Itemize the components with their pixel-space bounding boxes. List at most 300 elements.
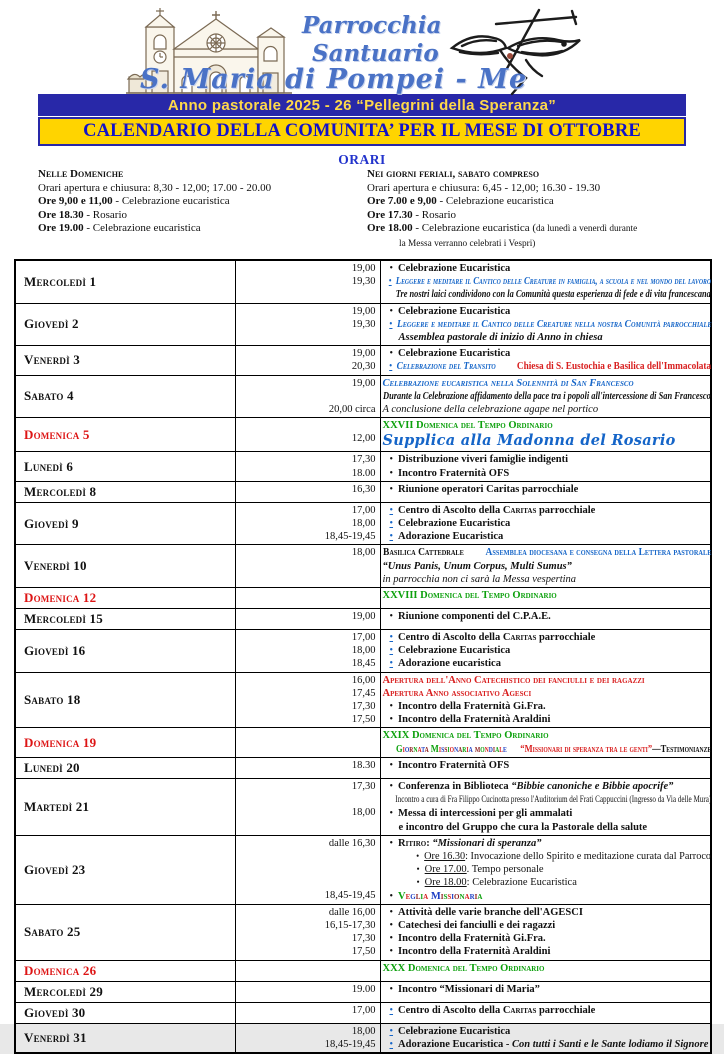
date-label: Domenica 19 <box>24 734 97 750</box>
text-segment: Apertura dell'Anno Catechistico dei fanciulli e dei ragazzi <box>382 674 645 686</box>
date-label: Mercoledì 29 <box>24 983 103 999</box>
text-segment: da lunedì a venerdì durante <box>536 224 638 234</box>
time-value: 17,30 <box>351 780 376 792</box>
events-cell <box>380 418 711 452</box>
bullet-icon: • <box>389 933 394 945</box>
event-line <box>383 262 711 275</box>
date-label: Mercoledì 1 <box>24 273 97 289</box>
text-segment: Celebrazione Eucaristica <box>398 263 511 274</box>
time-value <box>236 850 376 863</box>
bullet-icon: • <box>389 780 394 792</box>
time-value: 19,00 <box>351 611 376 623</box>
date-label: Giovedì 9 <box>24 515 79 531</box>
bullet-icon: • <box>389 518 394 530</box>
text-segment: Incontro della Fraternità Gi.Fra. <box>398 933 546 945</box>
event-line <box>383 331 711 344</box>
time-cell <box>235 502 380 545</box>
text-segment: Ore 7.00 e 9,00 <box>367 195 437 207</box>
events-cell <box>380 260 711 303</box>
event-line <box>383 890 711 903</box>
bullet-icon: • <box>389 906 394 918</box>
time-value: 18,45-19,45 <box>324 1038 376 1050</box>
text-segment: Adorazione Eucaristica <box>398 531 504 543</box>
bullet-icon: • <box>389 632 394 644</box>
date-cell <box>15 778 235 835</box>
events-cell <box>380 481 711 502</box>
bullet-icon: • <box>388 276 392 288</box>
text-segment: parrocchiale <box>536 1004 596 1016</box>
events-cell <box>380 778 711 835</box>
text-segment: Celebrazione Eucaristica <box>398 1025 511 1037</box>
time-cell <box>235 609 380 630</box>
text-segment: Caritas <box>502 632 537 644</box>
bullet-icon: • <box>415 850 419 861</box>
time-value: 18,00 <box>351 807 376 819</box>
banner-anno-pastorale: Anno pastorale 2025 - 26 “Pellegrini della Speranza” <box>38 94 686 116</box>
time-cell <box>235 303 380 346</box>
date-label: Sabato 18 <box>24 692 81 708</box>
time-value: 18,45-19,45 <box>324 531 376 543</box>
table-row <box>15 452 711 481</box>
text-segment: : Celebrazione Eucaristica <box>466 877 577 889</box>
text-segment: la Messa verranno celebrati i Vespri) <box>399 238 536 249</box>
date-label: Venerdì 31 <box>24 1029 87 1045</box>
calendar-table <box>14 259 712 1054</box>
text-segment: Ore 18.00 <box>424 877 467 889</box>
text-segment: Incontro Fraternità OFS <box>398 759 510 771</box>
text-segment: Conferenza in Biblioteca <box>398 780 512 792</box>
bullet-icon: • <box>389 946 394 958</box>
event-line <box>383 1038 711 1051</box>
events-cell <box>380 346 711 375</box>
table-row <box>15 375 711 418</box>
bullet-icon: • <box>388 361 392 373</box>
text-segment: Riunione operatori Caritas parrocchiale <box>398 483 579 495</box>
event-line <box>383 275 711 288</box>
events-cell <box>380 303 711 346</box>
events-cell <box>380 452 711 481</box>
time-value <box>236 390 376 403</box>
date-cell <box>15 981 235 1002</box>
text-segment: Ore 9,00 e 11,00 <box>38 195 113 207</box>
text-segment: - Celebrazione eucaristica ( <box>412 222 536 234</box>
bullet-icon: • <box>416 864 420 875</box>
header <box>0 0 724 94</box>
date-label: Giovedì 16 <box>24 642 86 658</box>
time-cell <box>235 728 380 757</box>
text-segment: Assemblea pastorale di inizio di Anno in chiesa <box>398 332 603 344</box>
time-value: 19,00 <box>351 348 376 360</box>
text-segment: Leggere e meditare il Cantico delle Creature in famiglia, a scuola e nel mondo del lavoro <box>395 276 711 288</box>
time-value: 18,45 <box>351 658 376 670</box>
events-cell <box>380 1023 711 1053</box>
time-value: 18,45-19,45 <box>324 890 376 902</box>
title-line-parrocchia: Parrocchia <box>302 12 442 39</box>
event-line <box>383 821 711 834</box>
date-cell <box>15 346 235 375</box>
time-value: 17,50 <box>351 714 376 726</box>
text-segment: Apertura Anno associativo Agesci <box>382 687 532 699</box>
banner-calendario: CALENDARIO DELLA COMUNITA’ PER IL MESE DI OTTOBRE <box>38 117 686 146</box>
events-cell <box>380 981 711 1002</box>
text-segment: Adorazione Eucaristica - <box>398 1038 513 1050</box>
bullet-icon: • <box>389 983 394 995</box>
orari-line <box>38 182 357 196</box>
time-cell <box>235 1002 380 1023</box>
table-row <box>15 609 711 630</box>
time-cell <box>235 835 380 904</box>
table-row <box>15 260 711 303</box>
time-value: 16,15-17,30 <box>324 919 376 931</box>
date-label: Mercoledì 15 <box>24 611 103 627</box>
table-row <box>15 981 711 1002</box>
time-value: 18.00 <box>351 467 376 479</box>
orari-line <box>38 168 357 182</box>
time-value: 19,00 <box>351 377 376 389</box>
event-line <box>383 657 711 670</box>
calendar-table-body <box>15 260 711 1053</box>
text-segment: . Tempo personale <box>466 864 544 876</box>
event-line <box>382 390 711 403</box>
orari-line <box>38 222 357 236</box>
time-value: 18.30 <box>351 759 376 771</box>
text-segment: “Unus Panis, Unum Corpus, Multi Sumus” <box>382 560 572 572</box>
table-row <box>15 672 711 728</box>
orari-section <box>38 168 686 251</box>
text-segment: XXX Domenica del Tempo Ordinario <box>382 962 545 974</box>
text-segment: Supplica alla Madonna del Rosario <box>382 432 676 450</box>
bullet-icon: • <box>389 504 394 516</box>
time-cell <box>235 260 380 303</box>
text-segment: Centro di Ascolto della <box>398 1004 503 1016</box>
event-line <box>383 483 711 496</box>
event-line <box>383 743 711 756</box>
events-cell <box>380 609 711 630</box>
bullet-icon: • <box>389 658 394 670</box>
time-cell <box>235 346 380 375</box>
table-row <box>15 960 711 981</box>
event-line <box>383 807 711 820</box>
text-segment: Distribuzione viveri famiglie indigenti <box>398 454 569 466</box>
date-cell <box>15 960 235 981</box>
table-row <box>15 1002 711 1023</box>
event-line <box>383 919 711 932</box>
event-line <box>383 700 711 713</box>
text-segment: Ore 18.30 <box>38 208 84 221</box>
event-line <box>383 305 711 318</box>
event-line <box>383 932 711 945</box>
text-segment: Giornata Missionaria mondiale <box>395 743 507 755</box>
time-value: 17,30 <box>351 933 376 945</box>
event-line <box>383 432 711 450</box>
table-row <box>15 778 711 835</box>
time-cell <box>235 418 380 452</box>
event-line <box>383 962 711 975</box>
time-value <box>236 793 376 806</box>
time-cell <box>235 630 380 673</box>
text-segment: Nei giorni feriali, sabato compreso <box>367 168 540 180</box>
orari-line <box>367 168 686 182</box>
text-segment: in parrocchia non ci sarà la Messa vespertina <box>382 573 577 585</box>
table-row <box>15 630 711 673</box>
time-cell <box>235 375 380 418</box>
bullet-icon: • <box>389 1025 394 1037</box>
text-segment: Celebrazione Eucaristica <box>398 305 511 317</box>
time-value: dalle 16,00 <box>328 906 376 918</box>
time-value: 16,30 <box>351 483 376 495</box>
event-line <box>383 318 712 331</box>
date-label: Domenica 5 <box>24 426 90 442</box>
time-value: 17,00 <box>351 1004 376 1016</box>
text-segment: Orari apertura e chiusura: 6,45 - 12,00; 16.30 - 19.30 <box>367 181 601 194</box>
text-segment: e incontro del Gruppo che cura la Pastorale della salute <box>398 821 648 833</box>
date-cell <box>15 1002 235 1023</box>
bullet-icon: • <box>389 714 394 726</box>
text-segment: A conclusione della celebrazione agape nel portico <box>382 404 599 416</box>
events-cell <box>380 502 711 545</box>
date-cell <box>15 375 235 418</box>
event-line <box>383 674 711 687</box>
text-segment: Incontro della Fraternità Araldini <box>398 946 551 958</box>
event-line <box>383 467 711 480</box>
bullet-icon: • <box>389 348 394 360</box>
text-segment: Centro di Ascolto della <box>398 504 503 516</box>
text-segment: Veglia Missionaria <box>398 890 483 902</box>
date-label: Domenica 26 <box>24 962 97 978</box>
time-value <box>236 876 376 889</box>
event-line <box>383 713 711 726</box>
text-segment: Celebrazione Eucaristica <box>398 645 511 657</box>
events-cell <box>380 1002 711 1023</box>
text-segment: Chiesa di S. Eustochia e Basilica dell'Immacolata <box>516 361 711 373</box>
bullet-icon: • <box>416 877 420 888</box>
time-value: 18,00 <box>351 645 376 657</box>
text-segment: Testimonianze <box>660 743 711 755</box>
bullet-icon: • <box>389 1004 394 1016</box>
text-segment: “Missionari di speranza tra le genti” <box>517 743 652 755</box>
bullet-icon: • <box>389 531 394 543</box>
time-value: 17,00 <box>351 504 376 516</box>
text-segment: Attività delle varie branche dell'AGESCI <box>398 906 583 918</box>
events-cell <box>380 835 711 904</box>
text-segment: XXVII Domenica del Tempo Ordinario <box>382 420 553 432</box>
date-label: Venerdì 3 <box>24 352 80 368</box>
table-row <box>15 757 711 778</box>
bullet-icon: • <box>389 759 394 771</box>
date-label: Domenica 12 <box>24 590 97 606</box>
title-line-santuario: Santuario <box>312 40 439 67</box>
text-segment: - Celebrazione eucaristica <box>436 195 554 207</box>
date-label: Mercoledì 8 <box>24 483 97 499</box>
time-cell <box>235 588 380 609</box>
text-segment: Nelle Domeniche <box>38 168 124 180</box>
event-line <box>383 403 711 416</box>
table-row <box>15 835 711 904</box>
time-value: 20,30 <box>351 361 376 373</box>
date-cell <box>15 728 235 757</box>
bullet-icon: • <box>389 808 394 820</box>
text-segment: : Invocazione dello Spirito e meditazione curata dal Parroco <box>464 850 711 862</box>
bullet-icon: • <box>389 919 394 931</box>
event-line <box>383 589 711 602</box>
orari-line <box>367 195 686 209</box>
events-cell <box>380 375 711 418</box>
time-value: 16,00 <box>351 674 376 686</box>
time-value: 19,00 <box>351 305 376 317</box>
orari-right-column <box>357 168 686 251</box>
time-cell <box>235 960 380 981</box>
text-segment: Celebrazione Eucaristica <box>398 348 511 360</box>
time-cell <box>235 481 380 502</box>
time-cell <box>235 904 380 960</box>
text-segment: Ritiro: <box>398 837 433 849</box>
time-value: 19,30 <box>351 318 376 330</box>
date-cell <box>15 502 235 545</box>
event-line <box>383 687 711 700</box>
bullet-icon: • <box>389 837 394 849</box>
date-cell <box>15 452 235 481</box>
date-cell <box>15 260 235 303</box>
text-segment: Caritas <box>502 1004 537 1016</box>
text-segment: Centro di Ascolto della <box>398 632 503 644</box>
table-row <box>15 418 711 452</box>
orari-line <box>367 222 686 237</box>
table-row <box>15 1023 711 1053</box>
event-line <box>383 1025 711 1038</box>
date-label: Sabato 4 <box>24 388 74 404</box>
text-segment: Ore 18.00 <box>367 222 413 234</box>
date-label: Giovedì 30 <box>24 1004 86 1020</box>
date-cell <box>15 418 235 452</box>
time-value: 17,45 <box>351 687 376 699</box>
events-cell <box>380 630 711 673</box>
text-segment: Celebrazione eucaristica nella Solennità di San Francesco <box>382 377 634 389</box>
text-segment: Messa di intercessioni per gli ammalati <box>398 808 573 820</box>
time-value: 20,00 circa <box>328 404 376 415</box>
bullet-icon: • <box>389 263 394 274</box>
text-segment: Catechesi dei fanciulli e dei ragazzi <box>398 919 556 931</box>
table-row <box>15 303 711 346</box>
time-cell <box>235 452 380 481</box>
text-segment: “Missionari di speranza” <box>432 837 542 849</box>
text-segment: Leggere e meditare il Cantico delle Creature nella nostra Comunità parrocchiale <box>396 318 712 330</box>
event-line <box>383 644 711 657</box>
text-segment: Durante la Celebrazione affidamento della pace tra i popoli all'intercessione di San Francesco <box>382 390 711 402</box>
event-line <box>383 453 711 466</box>
event-line <box>382 546 711 559</box>
orari-line <box>367 182 686 196</box>
event-line <box>383 573 711 586</box>
date-label: Giovedì 23 <box>24 861 86 877</box>
title-line-chiesa: S. Maria di Pompei - Me <box>140 64 528 95</box>
event-line <box>383 793 711 807</box>
event-line <box>383 983 711 996</box>
date-label: Venerdì 10 <box>24 558 87 574</box>
time-value: 18,00 <box>351 1025 376 1037</box>
event-line <box>383 419 711 432</box>
event-line <box>383 850 711 863</box>
time-cell <box>235 757 380 778</box>
bullet-icon: • <box>389 890 394 902</box>
text-segment: parrocchiale <box>536 504 596 516</box>
date-label: Giovedì 2 <box>24 316 79 332</box>
bullet-icon: • <box>389 645 394 657</box>
text-segment: Incontro Fraternità OFS <box>398 467 510 479</box>
time-value: 17,30 <box>351 701 376 713</box>
table-row <box>15 481 711 502</box>
event-line <box>383 759 711 772</box>
text-segment: Orari apertura e chiusura: 8,30 - 12,00; 17.00 - 20.00 <box>38 181 272 194</box>
event-line <box>383 517 711 530</box>
event-line <box>383 288 711 301</box>
orari-line <box>367 209 686 223</box>
date-label: Lunedì 6 <box>24 458 74 474</box>
event-line <box>383 729 711 742</box>
time-value: 19,30 <box>351 276 376 288</box>
time-value: 18,00 <box>351 547 376 559</box>
event-line <box>383 631 711 644</box>
text-segment: - Celebrazione eucaristica <box>112 195 230 207</box>
events-cell <box>380 545 711 588</box>
date-cell <box>15 588 235 609</box>
time-value <box>236 419 376 432</box>
time-cell <box>235 981 380 1002</box>
orari-heading: ORARI <box>338 152 386 167</box>
events-cell <box>380 904 711 960</box>
text-segment: Incontro “Missionari di Maria” <box>398 983 540 995</box>
table-row <box>15 904 711 960</box>
orari-line <box>38 209 357 223</box>
time-value: 17,30 <box>351 454 376 466</box>
time-cell <box>235 672 380 728</box>
orari-left-column <box>38 168 357 251</box>
event-line <box>383 360 711 373</box>
date-cell <box>15 303 235 346</box>
date-cell <box>15 1023 235 1053</box>
text-segment: - Rosario <box>412 208 457 221</box>
text-segment: Con tutti i Santi e le Sante lodiamo il Signore <box>512 1038 709 1050</box>
event-line <box>383 863 711 876</box>
text-segment: Basilica Cattedrale <box>382 547 464 559</box>
bullet-icon: • <box>388 318 392 330</box>
events-cell <box>380 672 711 728</box>
date-cell <box>15 672 235 728</box>
text-segment: “Bibbie canoniche e Bibbie apocrife” <box>511 780 674 792</box>
text-segment: - Rosario <box>83 208 128 221</box>
date-label: Martedì 21 <box>24 798 90 814</box>
event-line <box>383 530 711 543</box>
text-segment: Riunione componenti del C.P.A.E. <box>398 611 551 623</box>
text-segment: XXVIII Domenica del Tempo Ordinario <box>382 590 557 602</box>
text-segment: Ore 19.00 <box>38 222 84 234</box>
text-segment: — <box>651 743 661 755</box>
time-cell <box>235 1023 380 1053</box>
table-row <box>15 545 711 588</box>
text-segment: XXIX Domenica del Tempo Ordinario <box>382 730 549 742</box>
orari-line <box>38 195 357 209</box>
text-segment: Celebrazione del Transito <box>396 361 496 373</box>
time-value: 19,00 <box>351 263 376 274</box>
date-cell <box>15 757 235 778</box>
text-segment: - Celebrazione eucaristica <box>83 222 201 234</box>
events-cell <box>380 588 711 609</box>
table-row <box>15 502 711 545</box>
date-cell <box>15 835 235 904</box>
time-value: 18,00 <box>351 518 376 530</box>
event-line <box>383 1004 711 1017</box>
date-cell <box>15 630 235 673</box>
event-line <box>383 610 711 623</box>
